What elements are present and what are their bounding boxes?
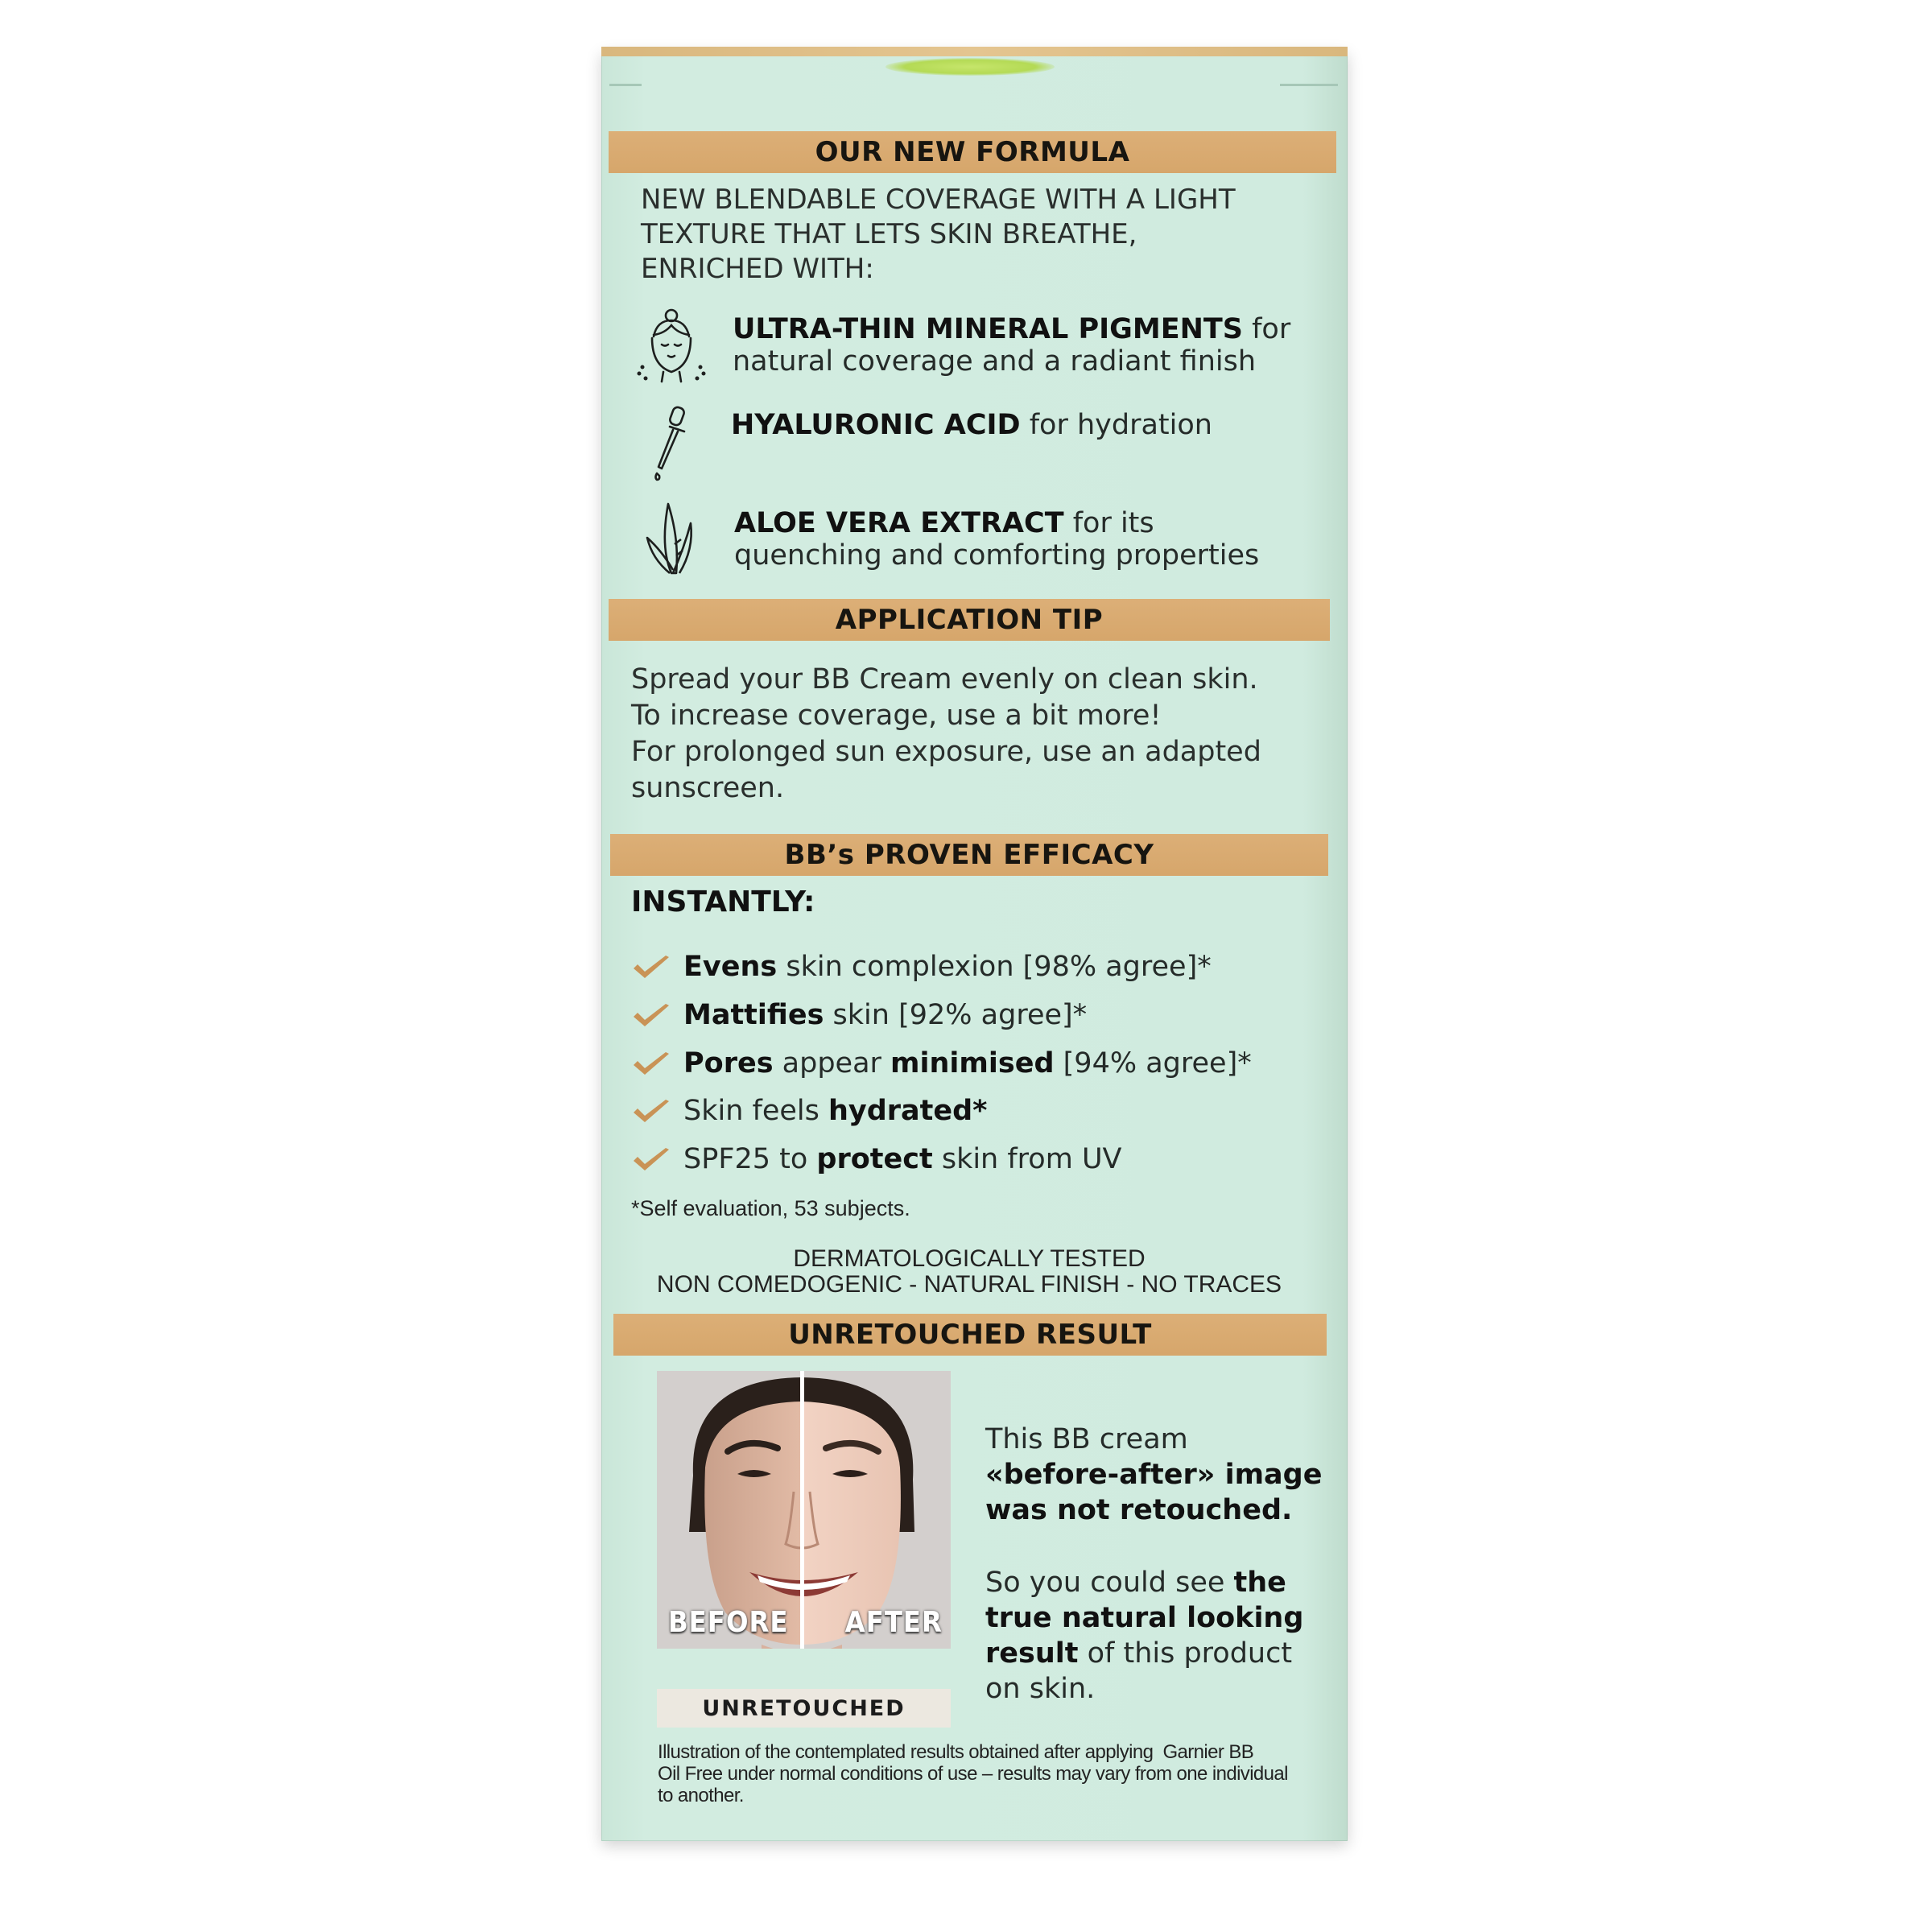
tip-banner	[609, 599, 1330, 641]
claim-rest: appear	[773, 1047, 891, 1080]
claim-bold: Evens	[683, 951, 778, 983]
feature-aloe-line2: quenching and comforting properties	[734, 539, 1260, 572]
claim-rest: skin complexion [98% agree]*	[777, 951, 1212, 983]
claim-text	[683, 1143, 1122, 1175]
aloe-icon	[644, 499, 700, 576]
after-label: AFTER	[844, 1606, 943, 1639]
claim-bold-2: minimised	[890, 1047, 1055, 1080]
before-after-photo	[657, 1371, 951, 1649]
claim-bold: Pores	[683, 1047, 774, 1080]
claim-spf	[630, 1141, 1122, 1178]
formula-intro	[641, 183, 1236, 287]
claim-bold: protect	[816, 1143, 933, 1175]
tip-line-3: For prolonged sun exposure, use an adapted	[631, 736, 1261, 768]
feature-hyaluronic-rest: for hydration	[1020, 409, 1212, 441]
feature-aloe-rest: for its	[1063, 507, 1154, 539]
legal-disclaimer	[658, 1741, 1288, 1806]
formula-banner	[609, 131, 1336, 173]
feature-aloe-bold: ALOE VERA EXTRACT	[734, 507, 1064, 539]
feature-pigments-bold: ULTRA-THIN MINERAL PIGMENTS	[733, 313, 1243, 345]
check-icon	[630, 1095, 672, 1127]
result-note-2-line-3-bold: result	[985, 1637, 1079, 1670]
feature-pigments-line2: natural coverage and a radiant finish	[733, 345, 1257, 378]
feature-aloe	[734, 507, 1259, 572]
claim-mattifies	[630, 997, 1087, 1034]
instantly-label: INSTANTLY:	[631, 886, 815, 919]
claim-hydrated	[630, 1092, 988, 1129]
feature-pigments	[733, 313, 1290, 378]
efficacy-title: BB’s PROVEN EFFICACY	[784, 839, 1154, 871]
footnote-self-evaluation: *Self evaluation, 53 subjects.	[631, 1196, 910, 1220]
result-banner	[613, 1314, 1327, 1356]
tip-title: APPLICATION TIP	[835, 604, 1104, 636]
feature-pigments-rest: for	[1242, 313, 1291, 345]
legal-line-3: to another.	[658, 1785, 744, 1806]
fold-line-right	[1280, 84, 1338, 86]
result-note-2	[985, 1565, 1303, 1707]
check-icon	[630, 999, 672, 1031]
legal-line-1: Illustration of the contemplated results obtained after applying Garnier BB	[658, 1741, 1254, 1763]
result-note-2-line-4: on skin.	[985, 1673, 1096, 1705]
result-title: UNRETOUCHED RESULT	[788, 1319, 1152, 1351]
box-top-edge	[601, 47, 1348, 56]
box-top-flap	[886, 58, 1055, 76]
claim-text	[683, 1047, 1252, 1080]
result-note-1-line-2: «before-after» image	[985, 1459, 1323, 1491]
tip-text	[631, 662, 1261, 807]
claim-rest: skin [92% agree]*	[824, 999, 1088, 1031]
derm-line-1: DERMATOLOGICALLY TESTED	[793, 1245, 1146, 1272]
face-icon	[633, 304, 710, 388]
claim-rest: SPF25 to	[683, 1143, 817, 1175]
result-note-1-line-3: was not retouched.	[985, 1494, 1293, 1526]
check-icon	[630, 1143, 672, 1175]
derm-line-2: NON COMEDOGENIC - NATURAL FINISH - NO TRACES	[656, 1271, 1282, 1298]
claim-pores	[630, 1045, 1252, 1082]
intro-line-1: NEW BLENDABLE COVERAGE WITH A LIGHT	[641, 184, 1236, 216]
unretouched-strip: UNRETOUCHED	[657, 1689, 951, 1728]
tip-line-4: sunscreen.	[631, 772, 785, 804]
result-note-2-line-3: of this product	[1078, 1637, 1293, 1670]
formula-title: OUR NEW FORMULA	[815, 136, 1130, 168]
legal-line-2: Oil Free under normal conditions of use – results may vary from one individual	[658, 1763, 1288, 1785]
claim-text	[683, 951, 1212, 983]
intro-line-2: TEXTURE THAT LETS SKIN BREATHE,	[641, 218, 1137, 250]
claim-rest-2: skin from UV	[932, 1143, 1122, 1175]
result-note-2-line-2: true natural looking	[985, 1602, 1304, 1634]
intro-line-3: ENRICHED WITH:	[641, 253, 874, 285]
claim-rest: Skin feels	[683, 1095, 828, 1127]
derm-claims	[612, 1246, 1327, 1298]
fold-line-left	[609, 84, 642, 86]
result-note-1	[985, 1422, 1322, 1528]
feature-hyaluronic-bold: HYALURONIC ACID	[731, 409, 1021, 441]
claim-evens	[630, 948, 1212, 985]
efficacy-banner	[610, 834, 1328, 876]
claim-text	[683, 1095, 988, 1127]
tip-line-2: To increase coverage, use a bit more!	[631, 700, 1162, 732]
check-icon	[630, 1047, 672, 1080]
feature-hyaluronic	[731, 409, 1212, 441]
claim-bold: hydrated*	[828, 1095, 988, 1127]
result-note-2-line-1-bold: the	[1233, 1567, 1286, 1599]
claim-rest-2: [94% agree]*	[1054, 1047, 1252, 1080]
dropper-icon	[641, 402, 697, 483]
check-icon	[630, 951, 672, 983]
result-note-1-line-1: This BB cream	[985, 1423, 1188, 1455]
claim-text	[683, 999, 1087, 1031]
before-label: BEFORE	[668, 1606, 789, 1639]
tip-line-1: Spread your BB Cream evenly on clean skin.	[631, 663, 1258, 696]
claim-bold: Mattifies	[683, 999, 824, 1031]
result-note-2-line-1: So you could see	[985, 1567, 1234, 1599]
